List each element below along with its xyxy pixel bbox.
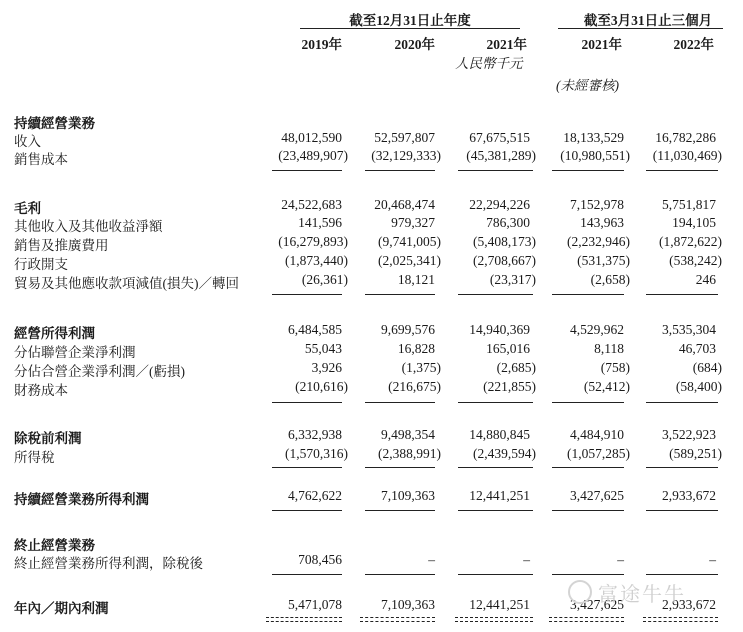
cell-value: (216,675) <box>388 379 441 394</box>
row-label: 所得稅 <box>14 450 55 465</box>
cell-value: (23,489,907) <box>278 148 348 163</box>
cell-value: 12,441,251 <box>469 597 530 612</box>
cell-value: (26,361) <box>301 272 348 287</box>
cell-value: 18,121 <box>397 272 435 287</box>
subtotal-rule <box>272 467 342 468</box>
subtotal-rule <box>365 170 435 171</box>
total-rule <box>360 621 435 622</box>
cell-value: 14,940,369 <box>469 322 530 337</box>
cell-value: 16,782,286 <box>655 130 716 145</box>
cell-value: (58,400) <box>675 379 722 394</box>
subtotal-rule <box>365 294 435 295</box>
cell-value: (1,057,285) <box>567 446 630 461</box>
cell-value: (2,025,341) <box>378 253 441 268</box>
subtotal-rule <box>272 510 342 511</box>
row-label: 分佔合營企業淨利潤／(虧損) <box>14 364 185 379</box>
subtotal-rule <box>646 170 718 171</box>
cell-value: (16,279,893) <box>278 234 348 249</box>
cell-value: 52,597,807 <box>374 130 435 145</box>
cell-value: (32,129,333) <box>371 148 441 163</box>
cell-value: 786,300 <box>486 215 530 230</box>
cell-value: 3,535,304 <box>662 322 716 337</box>
row-label: 行政開支 <box>14 257 68 272</box>
cell-value: (758) <box>600 360 630 375</box>
row-label: 持續經營業務所得利潤 <box>14 492 149 507</box>
group-header-quarter: 截至3月31日止三個月 <box>583 13 713 28</box>
subtotal-rule <box>646 402 718 403</box>
cell-value: 2,933,672 <box>662 597 716 612</box>
cell-value: 8,118 <box>594 341 624 356</box>
row-label: 收入 <box>14 134 41 149</box>
cell-value: (11,030,469) <box>652 148 722 163</box>
cell-value: (23,317) <box>489 272 536 287</box>
cell-value: (1,570,316) <box>285 446 348 461</box>
cell-value: 4,762,622 <box>288 488 342 503</box>
cell-value: (2,232,946) <box>567 234 630 249</box>
subtotal-rule <box>365 467 435 468</box>
cell-value: 22,294,226 <box>469 197 530 212</box>
cell-value: (2,388,991) <box>378 446 441 461</box>
row-label: 貿易及其他應收款項減值(損失)／轉回 <box>14 276 239 291</box>
cell-value: (684) <box>692 360 722 375</box>
cell-value: (2,685) <box>496 360 536 375</box>
cell-value: 7,109,363 <box>381 597 435 612</box>
subtotal-rule <box>646 574 718 575</box>
cell-value: (221,855) <box>483 379 536 394</box>
row-label: 其他收入及其他收益淨額 <box>14 219 163 234</box>
currency-note: 人民幣千元 <box>455 56 523 71</box>
cell-value: 2,933,672 <box>662 488 716 503</box>
year-header-2022-q1: 2022年 <box>673 37 714 52</box>
cell-value: 46,703 <box>678 341 716 356</box>
cell-value: 20,468,474 <box>374 197 435 212</box>
subtotal-rule <box>458 170 533 171</box>
subtotal-rule <box>552 467 624 468</box>
cell-value: (2,708,667) <box>473 253 536 268</box>
group-header-year-rule <box>300 28 520 29</box>
total-rule <box>549 617 624 618</box>
cell-value: (10,980,551) <box>560 148 630 163</box>
cell-value: 18,133,529 <box>563 130 624 145</box>
subtotal-rule <box>458 510 533 511</box>
row-label: 財務成本 <box>14 383 68 398</box>
row-label: 終止經營業務所得利潤，除稅後 <box>14 556 203 571</box>
row-label: 經營所得利潤 <box>14 326 95 341</box>
unaudited-note: (未經審核) <box>556 78 619 93</box>
cell-value: 9,498,354 <box>381 427 435 442</box>
cell-value: 708,456 <box>298 552 342 567</box>
row-label: 持續經營業務 <box>14 116 95 131</box>
subtotal-rule <box>646 510 718 511</box>
subtotal-rule <box>458 294 533 295</box>
cell-value: 3,926 <box>311 360 342 375</box>
cell-value: (1,873,440) <box>285 253 348 268</box>
cell-value: 6,332,938 <box>288 427 342 442</box>
cell-value: 194,105 <box>672 215 716 230</box>
subtotal-rule <box>552 402 624 403</box>
subtotal-rule <box>272 170 342 171</box>
cell-value: (589,251) <box>669 446 722 461</box>
total-rule <box>266 621 342 622</box>
row-label: 除稅前利潤 <box>14 431 82 446</box>
cell-value: 165,016 <box>486 341 530 356</box>
cell-value: 9,699,576 <box>381 322 435 337</box>
year-header-2021: 2021年 <box>486 37 527 52</box>
total-rule <box>549 621 624 622</box>
total-rule <box>643 617 718 618</box>
cell-value: 143,963 <box>580 215 624 230</box>
cell-value: 12,441,251 <box>469 488 530 503</box>
subtotal-rule <box>646 294 718 295</box>
subtotal-rule <box>272 294 342 295</box>
cell-value: (531,375) <box>577 253 630 268</box>
cell-value: 6,484,585 <box>288 322 342 337</box>
cell-value: – <box>617 552 624 567</box>
watermark-text: 富途牛牛 <box>598 582 686 606</box>
cell-value: – <box>428 552 435 567</box>
cell-value: 55,043 <box>304 341 342 356</box>
subtotal-rule <box>365 402 435 403</box>
cell-value: 67,675,515 <box>469 130 530 145</box>
row-label: 分佔聯營企業淨利潤 <box>14 345 136 360</box>
subtotal-rule <box>365 510 435 511</box>
cell-value: 16,828 <box>397 341 435 356</box>
cell-value: (5,408,173) <box>473 234 536 249</box>
row-label: 毛利 <box>14 201 41 216</box>
subtotal-rule <box>365 574 435 575</box>
cell-value: 246 <box>695 272 716 287</box>
cell-value: 5,471,078 <box>288 597 342 612</box>
year-header-2020: 2020年 <box>394 37 435 52</box>
cell-value: (9,741,005) <box>378 234 441 249</box>
cell-value: 979,327 <box>391 215 435 230</box>
subtotal-rule <box>458 402 533 403</box>
cell-value: 4,484,910 <box>570 427 624 442</box>
subtotal-rule <box>646 467 718 468</box>
total-rule <box>266 617 342 618</box>
cell-value: 14,880,845 <box>469 427 530 442</box>
cell-value: (1,872,622) <box>659 234 722 249</box>
cell-value: 24,522,683 <box>281 197 342 212</box>
cell-value: 5,751,817 <box>662 197 716 212</box>
cell-value: (1,375) <box>401 360 441 375</box>
cell-value: (210,616) <box>295 379 348 394</box>
cell-value: 141,596 <box>298 215 342 230</box>
row-label: 終止經營業務 <box>14 538 95 553</box>
cell-value: 3,427,625 <box>570 597 624 612</box>
total-rule <box>455 621 533 622</box>
cell-value: – <box>709 552 716 567</box>
subtotal-rule <box>552 574 624 575</box>
subtotal-rule <box>272 574 342 575</box>
total-rule <box>455 617 533 618</box>
row-label: 銷售成本 <box>14 152 68 167</box>
cell-value: (2,658) <box>590 272 630 287</box>
total-rule <box>360 617 435 618</box>
total-rule <box>643 621 718 622</box>
row-label: 年內／期內利潤 <box>14 601 109 616</box>
group-header-year: 截至12月31日止年度 <box>349 13 471 28</box>
subtotal-rule <box>458 574 533 575</box>
cell-value: 7,109,363 <box>381 488 435 503</box>
subtotal-rule <box>458 467 533 468</box>
row-label: 銷售及推廣費用 <box>14 238 109 253</box>
cell-value: – <box>523 552 530 567</box>
cell-value: (45,381,289) <box>466 148 536 163</box>
subtotal-rule <box>552 170 624 171</box>
subtotal-rule <box>552 294 624 295</box>
watermark-logo-icon <box>568 580 592 604</box>
cell-value: (538,242) <box>669 253 722 268</box>
cell-value: 7,152,978 <box>570 197 624 212</box>
cell-value: 4,529,962 <box>570 322 624 337</box>
cell-value: 48,012,590 <box>281 130 342 145</box>
subtotal-rule <box>272 402 342 403</box>
cell-value: 3,522,923 <box>662 427 716 442</box>
year-header-2019: 2019年 <box>301 37 342 52</box>
subtotal-rule <box>552 510 624 511</box>
group-header-quarter-rule <box>558 28 723 29</box>
year-header-2021-q1: 2021年 <box>581 37 622 52</box>
cell-value: (2,439,594) <box>473 446 536 461</box>
cell-value: 3,427,625 <box>570 488 624 503</box>
cell-value: (52,412) <box>583 379 630 394</box>
